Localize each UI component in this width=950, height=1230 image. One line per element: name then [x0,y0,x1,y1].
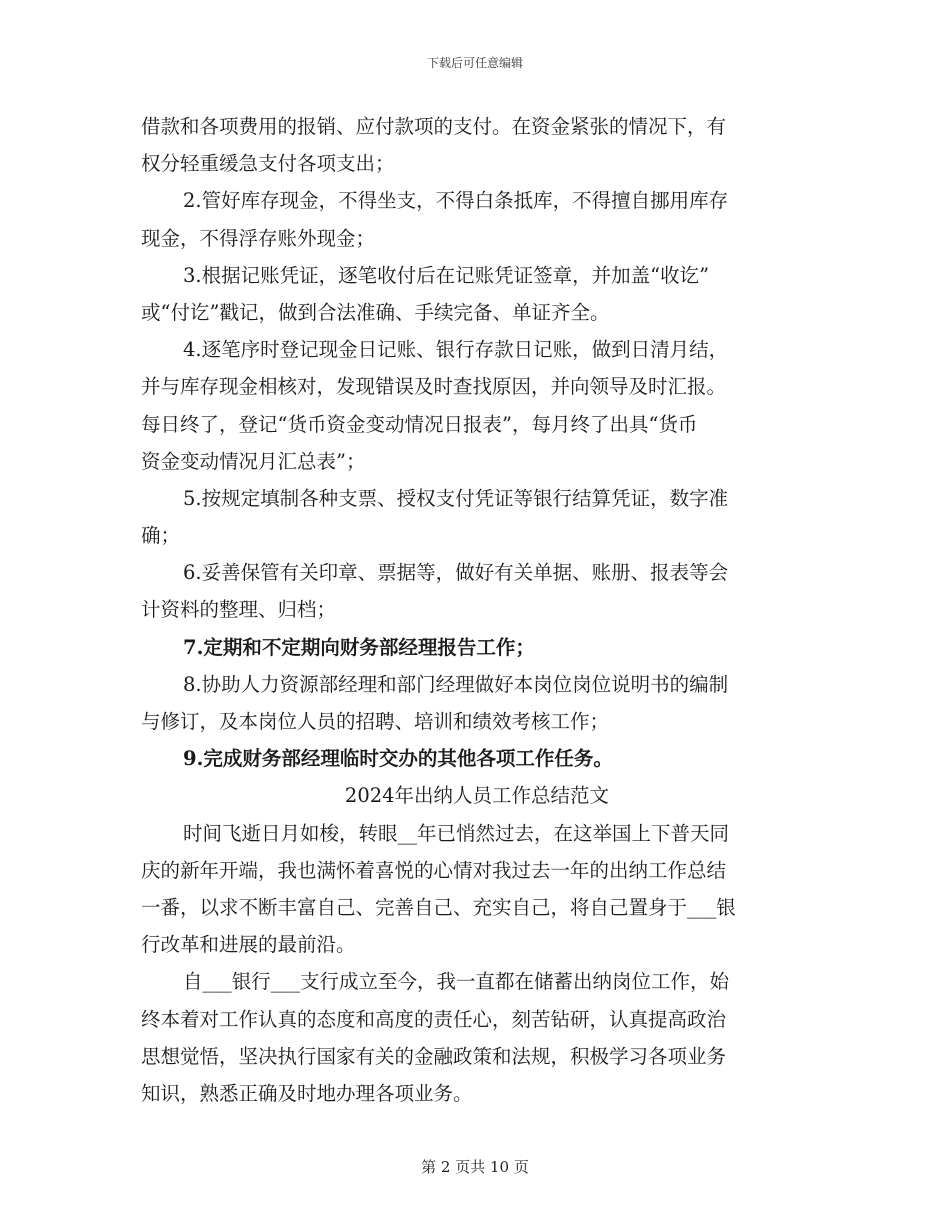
text-line: 2.管好库存现金，不得坐支，不得白条抵库，不得擅自挪用库存 [183,189,729,213]
text-line: 时间飞逝日月如梭，转眼__年已悄然过去，在这举国上下普天同 [183,821,730,845]
text-line: 行改革和进展的最前沿。 [141,933,356,957]
text-line: 知识，熟悉正确及时地办理各项业务。 [141,1081,473,1105]
text-line: 权分轻重缓急支付各项支出； [141,152,395,176]
page-header: 下载后可任意编辑 [426,56,523,70]
text-line: 计资料的整理、归档； [141,598,337,622]
section-title: 2024年出纳人员工作总结范文 [344,784,610,808]
page-footer: 第 2 页共 10 页 [421,1158,529,1176]
text-line: 资金变动情况月汇总表”； [141,449,366,473]
text-line: 或“付讫”戳记，做到合法准确、手续完备、单证齐全。 [141,300,610,324]
text-line: 终本着对工作认真的态度和高度的责任心，刻苦钻研，认真提高政治 [141,1007,727,1031]
text-line: 现金，不得浮存账外现金； [141,226,376,250]
text-line: 每日终了，登记“货币资金变动情况日报表”，每月终了出具“货币 [141,412,698,436]
text-line: 一番，以求不断丰富自己、完善自己、充实自己，将自己置身于___银 [141,895,736,919]
document-body [141,108,813,1112]
text-line: 8.协助人力资源部经理和部门经理做好本岗位岗位说明书的编制 [183,672,729,696]
text-line: 5.按规定填制各种支票、授权支付凭证等银行结算凭证，数字准 [183,486,729,510]
text-line: 庆的新年开端，我也满怀着喜悦的心情对我过去一年的出纳工作总结 [141,858,727,882]
text-line: 思想觉悟，坚决执行国家有关的金融政策和法规，积极学习各项业务 [141,1044,727,1068]
text-line: 借款和各项费用的报销、应付款项的支付。在资金紧张的情况下，有 [141,115,727,138]
text-line: 确； [141,524,181,548]
text-line: 6.妥善保管有关印章、票据等，做好有关单据、账册、报表等会 [183,561,729,585]
text-line: 4.逐笔序时登记现金日记账、银行存款日记账，做到日清月结， [183,338,729,362]
text-line: 3.根据记账凭证，逐笔收付后在记账凭证签章，并加盖“收讫” [183,263,710,287]
text-line: 自___银行___支行成立至今，我一直都在储蓄出纳岗位工作，始 [183,970,730,994]
text-line: 9.完成财务部经理临时交办的其他各项工作任务。 [183,747,613,771]
text-line: 与修订，及本岗位人员的招聘、培训和绩效考核工作； [141,710,610,733]
text-line: 并与库存现金相核对，发现错误及时查找原因，并向领导及时汇报。 [141,375,727,399]
text-line: 7.定期和不定期向财务部经理报告工作； [183,635,535,659]
